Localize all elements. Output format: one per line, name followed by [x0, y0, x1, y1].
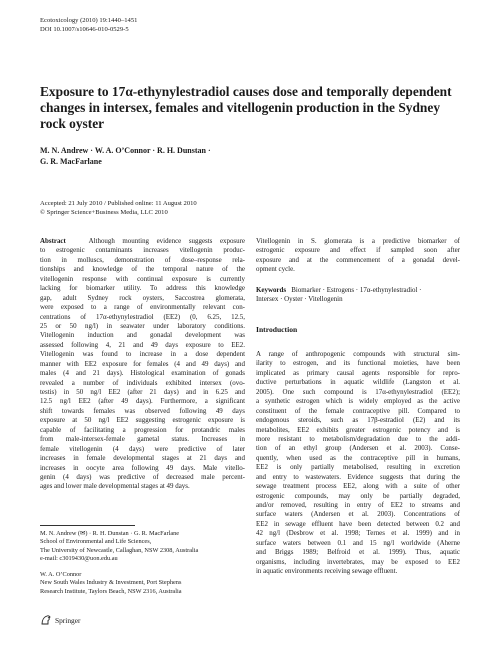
dates-line-2: © Springer Science+Business Media, LLC 2010 — [40, 208, 168, 216]
introduction-line: EE2 is only partially metabolised, resulting in excretion — [256, 463, 460, 472]
author-list — [40, 146, 340, 167]
introduction-line: quently, when used as the contraceptive pill in humans, — [256, 453, 460, 462]
affiliation-line: e-mail: c3019430@uon.edu.au — [40, 554, 118, 562]
introduction-line: in aquatic environments receiving sewage effluent. — [256, 567, 398, 576]
introduction-line: endogenous steroids, such as 17β-estradiol (E2) and its — [256, 416, 460, 425]
abstract-line: lacking for biomarker utility. To address this knowledge — [40, 284, 245, 293]
abstract-continued-line: estrogenic exposure and effect if sampled soon after — [256, 246, 460, 255]
abstract-line: capable of facilitating a progression for protandric males — [40, 425, 245, 434]
authors-line-1: M. N. Andrew · W. A. O’Connor · R. H. Dunstan · — [40, 146, 211, 155]
doi: DOI 10.1007/s10646-010-0529-5 — [40, 26, 129, 33]
abstract-continued — [256, 237, 460, 275]
journal-header — [40, 16, 137, 34]
footnote-divider — [40, 525, 135, 526]
abstract-line — [40, 237, 245, 246]
abstract-line: genin (4 days) was predictive of decreased male percent- — [40, 472, 245, 481]
abstract — [40, 237, 245, 492]
introduction-line: EE2 in sewage effluent have been detected between 0.2 and — [256, 519, 460, 528]
introduction-line: 2005). One such compound is 17α-ethynylestradiol (EE2); — [256, 387, 460, 396]
abstract-line: vitellogenin response with continual exposure is currently — [40, 274, 245, 283]
affiliation-block-1 — [40, 530, 245, 563]
dates-line-1: Accepted: 21 July 2010 / Published online: 11 August 2010 — [40, 200, 197, 207]
abstract-continued-line: Vitellogenin in S. glomerata is a predictive biomarker of — [256, 237, 460, 245]
introduction-line: ductive perturbations in aquatic wildlife (Langston et al. — [256, 378, 460, 387]
publisher-logo — [40, 614, 80, 626]
abstract-line: testis) in 50 ng/l EE2 (after 21 days) and in 6.25 and — [40, 388, 245, 396]
abstract-line: exposure at 50 ng/l EE2 suggesting estrogenic exposure is — [40, 416, 245, 425]
abstract-line: 12.5 ng/l EE2 (after 49 days). Furthermore, a significant — [40, 397, 245, 406]
affiliation-line: New South Wales Industry & Investment, Port Stephens — [40, 579, 182, 587]
abstract-first-line: Although mounting evidence suggests exposure — [88, 237, 245, 245]
abstract-line: gap, adult Sydney rock oysters, Saccostrea glomerata, — [40, 293, 245, 302]
publication-dates — [40, 200, 197, 217]
affiliation-line: Research Institute, Taylors Beach, NSW 2316, Australia — [40, 587, 182, 595]
keywords — [256, 286, 460, 305]
affiliation-line: M. N. Andrew (✉) · R. H. Dunstan · G. R. MacFarlane — [40, 530, 180, 537]
introduction-line: estrogenic compounds, may only be partially degraded, — [256, 491, 460, 500]
keywords-line-1: Biomarker · Estrogens · 17α-ethynylestradiol · — [291, 286, 422, 294]
abstract-line: female vitellogenin (4 days) were predictive of later — [40, 444, 245, 453]
abstract-line: were exposed to a range of environmentally relevant con- — [40, 303, 245, 312]
abstract-line: males (4 and 21 days). Histological examination of gonads — [40, 369, 245, 378]
abstract-line: 25 or 50 ng/l) in seawater under laboratory conditions. — [40, 321, 245, 330]
abstract-line: Vitellogenin was found to increase in a dose dependent — [40, 350, 245, 359]
introduction-line: and Briggs 1989; Belfroid et al. 1999). Thus, aquatic — [256, 548, 460, 557]
introduction-line: metabolites, EE2 exhibits greater estrogenic potency and is — [256, 425, 460, 434]
publisher-name: Springer — [55, 615, 81, 625]
paper-title: Exposure to 17α-ethynylestradiol causes dose and temporally dependent changes in intersex, females and vitellogenin production in the Sydney rock oyster — [40, 84, 452, 131]
introduction-line: and/or removed, resulting in entry of EE2 to streams and — [256, 501, 460, 509]
affiliation-line: School of Environmental and Life Sciences, — [40, 538, 152, 546]
introduction-line: A range of anthropogenic compounds with structural sim- — [256, 350, 460, 358]
abstract-line: shift towards females was observed following 49 days — [40, 406, 245, 415]
abstract-line: assessed following 4, 21 and 49 days exposure to EE2. — [40, 340, 245, 349]
abstract-line: centrations of 17α-ethynylestradiol (EE2) (0, 6.25, 12.5, — [40, 312, 245, 321]
affiliation-line: W. A. O’Connor — [40, 571, 82, 578]
abstract-line: increases in oocyte area following 49 days. Male vitello- — [40, 463, 245, 472]
abstract-line: tion in molluscs, demonstration of dose–response rela- — [40, 255, 245, 264]
springer-horse-icon — [40, 614, 52, 626]
introduction-heading: Introduction — [256, 325, 298, 334]
introduction-line: constituent of the female contraceptive pill. Compared to — [256, 406, 460, 415]
introduction-line: tion of an ethyl group (Andersen et al. 2003). Conse- — [256, 444, 460, 453]
introduction-line: surface waters between 0.1 and 15 ng/l worldwide (Aherne — [256, 538, 460, 547]
introduction-line: more resistant to metabolism/degradation due to the addi- — [256, 434, 460, 443]
introduction-line: 42 ng/l (Desbrow et al. 1998; Ternes et al. 1999) and in — [256, 529, 460, 538]
introduction-line: implicated as primary causal agents responsible for repro- — [256, 368, 460, 377]
abstract-line: tionships and knowledge of the temporal nature of the — [40, 265, 245, 274]
abstract-line: ages and lower male developmental stages at 49 days. — [40, 482, 190, 491]
introduction-line: organisms, including invertebrates, may be exposed to EE2 — [256, 557, 460, 566]
abstract-continued-line: opment cycle. — [256, 265, 295, 274]
abstract-line: increases in female developmental stages at 21 days and — [40, 454, 245, 463]
affiliation-block-2 — [40, 571, 245, 596]
introduction-line: a synthetic estrogen which is widely employed as the active — [256, 397, 460, 406]
introduction-line: sewage treatment process EE2, along with a suite of other — [256, 482, 460, 491]
introduction-line: and entry to wastewaters. Evidence suggests that during the — [256, 472, 460, 481]
abstract-line: Vitellogenin induction and gonadal development was — [40, 331, 245, 340]
abstract-line: revealed a number of individuals exhibited intersex (ovo- — [40, 378, 245, 387]
journal-citation: Ecotoxicology (2010) 19:1440–1451 — [40, 17, 138, 24]
introduction-line: surface waters (Andersen et al. 2003). Concentrations of — [256, 510, 460, 519]
keywords-line-2: Intersex · Oyster · Vitellogenin — [256, 295, 343, 304]
introduction-body — [256, 350, 460, 577]
introduction-line: ilarity to estrogen, and its functional moieties, have been — [256, 359, 460, 368]
abstract-heading: Abstract — [40, 237, 66, 245]
affiliation-line: The University of Newcastle, Callaghan, NSW 2308, Australia — [40, 546, 199, 554]
abstract-line: manner with EE2 exposure for females (4 and 49 days) and — [40, 359, 245, 368]
keywords-label: Keywords — [256, 286, 287, 294]
abstract-continued-line: exposure and at the commencement of a gonadal devel- — [256, 255, 460, 264]
abstract-line: to estrogenic contaminants increases vitellogenin produc- — [40, 246, 245, 255]
authors-line-2: G. R. MacFarlane — [40, 156, 102, 166]
abstract-line: from male-intersex-female gametal status. Increases in — [40, 435, 245, 444]
